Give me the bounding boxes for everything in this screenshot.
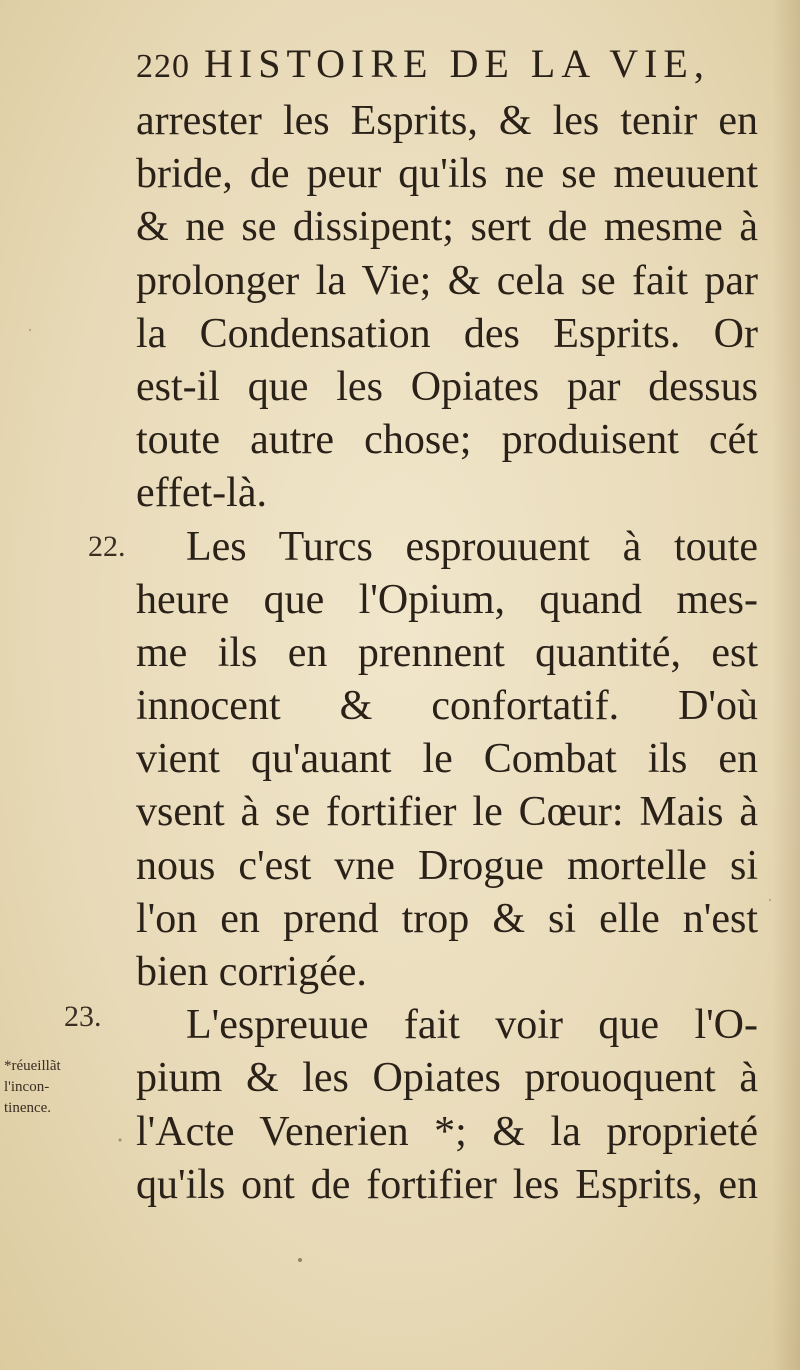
text-line: L'espreuue fait voir que l'O- (186, 1002, 758, 1049)
margin-note-line: tinence. (4, 1100, 52, 1116)
margin-note-line: *réueillãt (4, 1058, 61, 1074)
text-line: & ne se dissipent; sert de mesme à (136, 204, 758, 251)
text-line: toute autre chose; produisent cét (136, 417, 758, 464)
text-line: innocent & confortatif. D'où (136, 683, 758, 730)
text-line: est-il que les Opiates par dessus (136, 363, 758, 410)
text-line: me ils en prennent quantité, est (136, 629, 758, 676)
text-line: la Condensation des Esprits. Or (136, 310, 758, 357)
margin-note-line: l'incon- (4, 1079, 50, 1095)
text-line: arrester les Esprits, & les tenir en (136, 98, 758, 144)
text-line: bride, de peur qu'ils ne se meuuent (136, 151, 758, 198)
text-line: prolonger la Vie; & cela se fait par (136, 257, 758, 304)
page-number: 220 (136, 48, 190, 85)
text-line: heure que l'Opium, quand mes- (136, 576, 758, 623)
text-line: nous c'est vne Drogue mortelle si (136, 842, 758, 889)
running-title: HISTOIRE DE LA VIE, (204, 41, 710, 86)
paragraph-number: 23. (64, 1000, 102, 1033)
text-line: l'on en prend trop & si elle n'est (136, 895, 758, 942)
text-line: bien corrigée. (136, 949, 367, 995)
text-line: effet-là. (136, 470, 267, 517)
text-line: l'Acte Venerien *; & la proprieté (136, 1108, 758, 1155)
text-line: Les Turcs esprouuent à toute (186, 523, 758, 570)
text-line: vsent à se fortifier le Cœur: Mais à (136, 789, 758, 836)
paragraph-number: 22. (88, 530, 126, 563)
text-line: pium & les Opiates prouoquent à (136, 1055, 758, 1102)
text-line: vient qu'auant le Combat ils en (136, 736, 758, 783)
text-line: qu'ils ont de fortifier les Esprits, en (136, 1161, 758, 1208)
